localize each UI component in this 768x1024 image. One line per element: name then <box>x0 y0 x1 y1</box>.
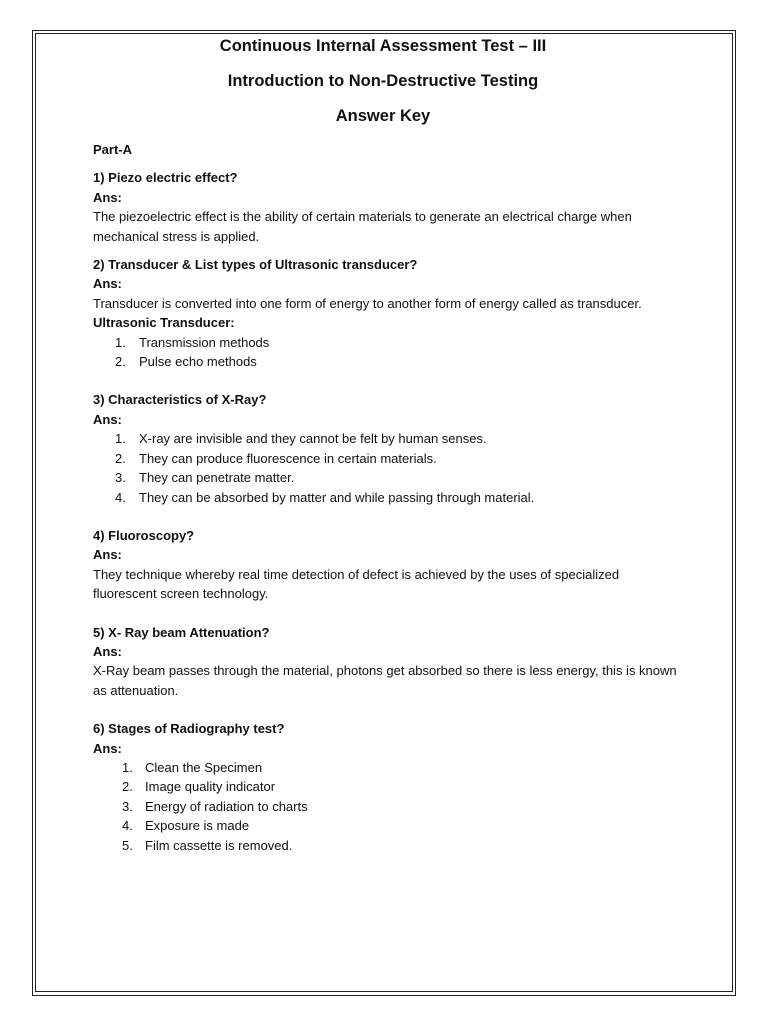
list-item: 2. Image quality indicator <box>122 779 276 795</box>
question-3 <box>93 390 683 506</box>
question-6-ans-label: Ans: <box>93 740 122 756</box>
list-item: 3. They can penetrate matter. <box>115 470 295 486</box>
question-5-answer: X-Ray beam passes through the material, photons get absorbed so there is less energy, this is known as attenuation. <box>93 663 677 698</box>
list-item: 5. Film cassette is removed. <box>122 837 293 853</box>
list-item: 4. Exposure is made <box>122 818 250 834</box>
question-6-title: 6) Stages of Radiography test? <box>93 721 285 737</box>
question-3-list <box>93 429 683 507</box>
list-item: 1. Clean the Specimen <box>122 759 263 775</box>
list-item: 2. They can produce fluorescence in certain materials. <box>115 450 437 466</box>
subject-title: Introduction to Non-Destructive Testing <box>227 72 539 90</box>
document-page <box>93 36 683 855</box>
question-2 <box>93 255 683 371</box>
question-5-ans-label: Ans: <box>93 643 122 659</box>
list-item: 2. Pulse echo methods <box>115 354 257 370</box>
question-5 <box>93 623 683 701</box>
list-item: 3. Energy of radiation to charts <box>122 798 308 814</box>
title-block <box>33 36 733 126</box>
document-title: Continuous Internal Assessment Test – III <box>219 37 547 55</box>
question-5-title: 5) X- Ray beam Attenuation? <box>93 624 270 640</box>
list-item: 4. They can be absorbed by matter and while passing through material. <box>115 489 535 505</box>
question-2-list <box>93 333 683 372</box>
question-4 <box>93 526 683 604</box>
part-label: Part-A <box>93 142 133 157</box>
question-3-ans-label: Ans: <box>93 411 122 427</box>
question-3-title: 3) Characteristics of X-Ray? <box>93 392 267 408</box>
question-4-title: 4) Fluoroscopy? <box>93 527 195 543</box>
list-item: 1. Transmission methods <box>115 334 270 350</box>
question-2-answer: Transducer is converted into one form of energy to another form of energy called as transducer. <box>93 295 642 311</box>
question-1-title: 1) Piezo electric effect? <box>93 170 238 186</box>
question-1 <box>93 168 683 246</box>
question-2-title: 2) Transducer & List types of Ultrasonic transducer? <box>93 257 418 273</box>
question-4-ans-label: Ans: <box>93 547 122 563</box>
list-item: 1. X-ray are invisible and they cannot be felt by human senses. <box>115 431 487 447</box>
question-4-answer: They technique whereby real time detection of defect is achieved by the uses of specialized fluorescent screen technology. <box>93 566 620 602</box>
answer-key-title: Answer Key <box>335 107 431 125</box>
question-6 <box>93 719 683 855</box>
question-6-list <box>93 758 683 855</box>
question-1-answer: The piezoelectric effect is the ability of certain materials to generate an electrical charge when mechanical stress is applied. <box>93 209 632 244</box>
question-1-ans-label: Ans: <box>93 189 122 205</box>
question-2-ans-label: Ans: <box>93 276 122 292</box>
question-2-sublabel: Ultrasonic Transducer: <box>93 315 235 331</box>
